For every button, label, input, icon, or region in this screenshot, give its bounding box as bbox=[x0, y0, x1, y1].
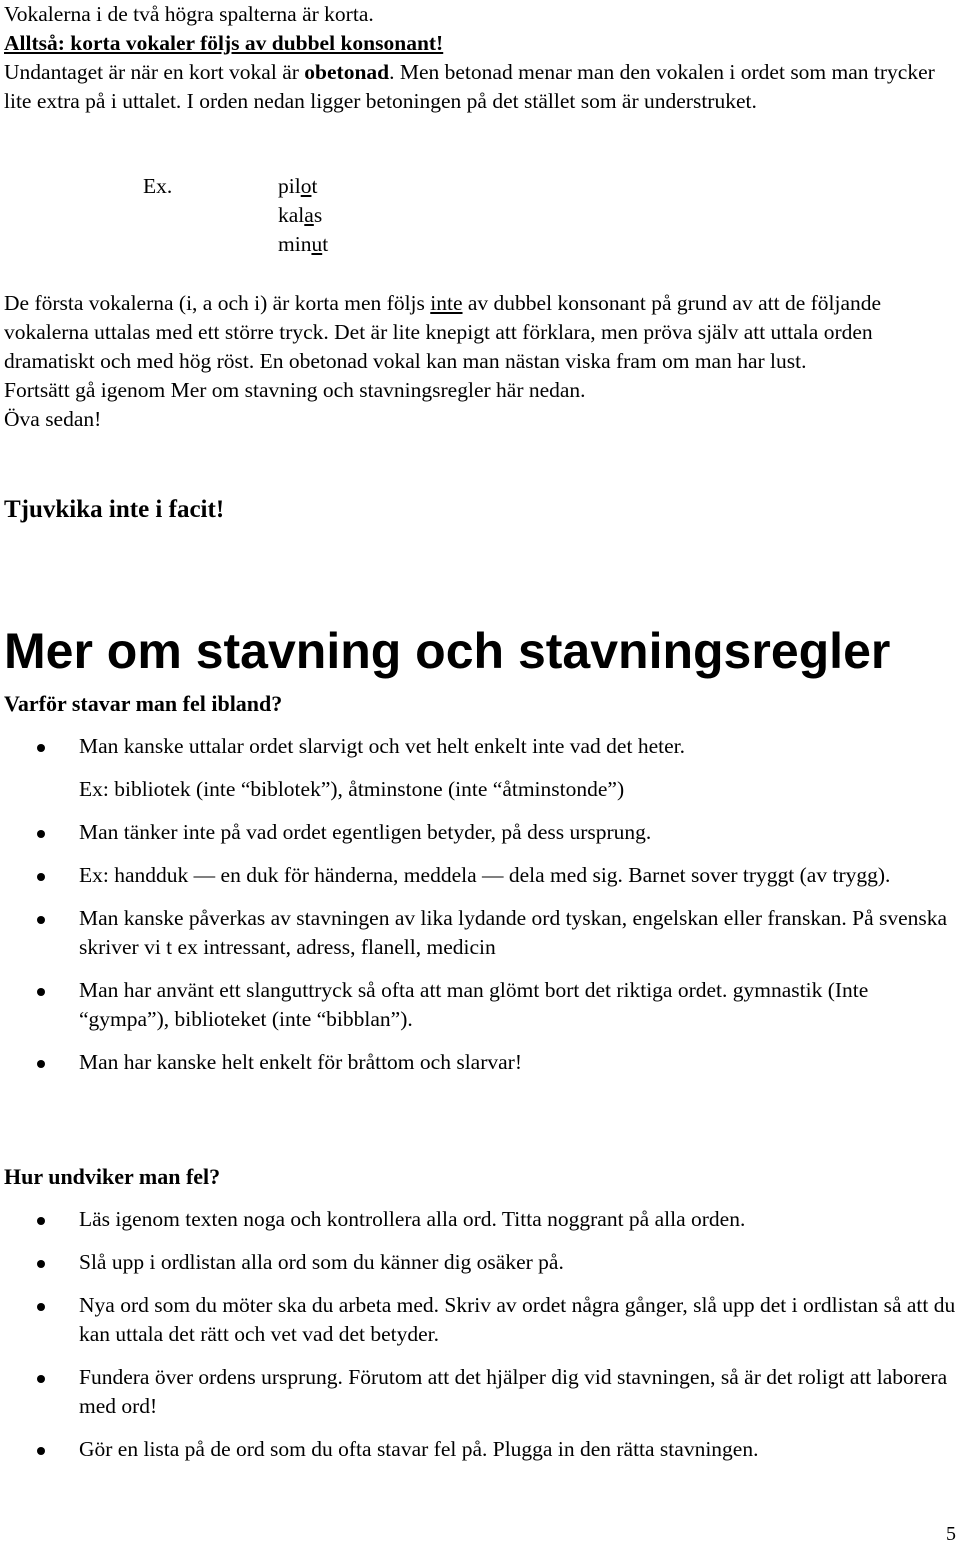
intro-line: Vokalerna i de två högra spalterna är korta. bbox=[4, 2, 374, 26]
bullet-icon bbox=[37, 744, 45, 752]
bullet-icon bbox=[37, 1260, 45, 1268]
example-word: pilot bbox=[278, 174, 318, 198]
list-item: Man kanske uttalar ordet slarvigt och vet helt enkelt inte vad det heter. bbox=[4, 732, 960, 761]
list-item: Fundera över ordens ursprung. Förutom att det hjälper dig vid stavningen, så är det roligt att laborera med ord! bbox=[4, 1363, 960, 1421]
bullet-icon bbox=[37, 873, 45, 881]
bullet-icon bbox=[37, 1375, 45, 1383]
list-item: Man tänker inte på vad ordet egentligen betyder, på dess ursprung. bbox=[4, 818, 960, 847]
example-word: minut bbox=[278, 232, 329, 256]
explanation-text: De första vokalerna (i, a och i) är korta men följs inte av dubbel konsonant på grund av att de följande vokalerna uttalas med ett större tryck. Det är lite knepigt att förklara, men pröva själv att uttala orden dramatiskt och med hög röst. En obetonad vokal kan man nästan viska fram om man har lust. bbox=[4, 291, 882, 373]
avoid-list bbox=[4, 1205, 960, 1464]
exception-text bbox=[4, 58, 960, 116]
example-words bbox=[278, 172, 328, 259]
example-word: kalas bbox=[278, 203, 323, 227]
explanation-paragraph bbox=[4, 289, 960, 434]
underlined-word: inte bbox=[430, 291, 463, 315]
bullet-icon bbox=[37, 916, 45, 924]
section-title: Mer om stavning och stavningsregler bbox=[4, 623, 891, 679]
bullet-icon bbox=[37, 1217, 45, 1225]
exception-post: . Men betonad menar man den vokalen i ordet som man trycker lite extra på i uttalet. I orden nedan ligger betoningen på det stället som är understruket. bbox=[4, 60, 935, 113]
why-list bbox=[4, 732, 960, 1077]
page-number: 5 bbox=[946, 1523, 956, 1545]
practice-text: Öva sedan! bbox=[4, 407, 102, 431]
list-item: Läs igenom texten noga och kontrollera alla ord. Titta noggrant på alla orden. bbox=[4, 1205, 960, 1234]
exception-pre: Undantaget är när en kort vokal är bbox=[4, 60, 305, 84]
exception-bold: obetonad bbox=[304, 60, 390, 84]
list-item: Slå upp i ordlistan alla ord som du känner dig osäker på. bbox=[4, 1248, 960, 1277]
list-item: Ex: bibliotek (inte “biblotek”), åtminstone (inte “åtminstonde”) bbox=[79, 777, 625, 801]
list-item: Man kanske påverkas av stavningen av lika lydande ord tyskan, engelskan eller franskan. På svenska skriver vi t ex intressant, adress, flanell, medicin bbox=[4, 904, 960, 962]
list-item: Ex: handduk — en duk för händerna, meddela — dela med sig. Barnet sover tryggt (av trygg). bbox=[4, 861, 960, 890]
bullet-icon bbox=[37, 988, 45, 996]
list-item: Man har använt ett slanguttryck så ofta att man glömt bort det riktiga ordet. gymnastik (Inte “gympa”), biblioteket (inte “bibblan”). bbox=[4, 976, 960, 1034]
bullet-icon bbox=[37, 1447, 45, 1455]
bullet-icon bbox=[37, 1060, 45, 1068]
why-heading: Varför stavar man fel ibland? bbox=[4, 691, 283, 716]
list-item: Gör en lista på de ord som du ofta stavar fel på. Plugga in den rätta stavningen. bbox=[4, 1435, 960, 1464]
avoid-heading: Hur undviker man fel? bbox=[4, 1164, 221, 1189]
continue-text: Fortsätt gå igenom Mer om stavning och stavningsregler här nedan. bbox=[4, 378, 586, 402]
example-label: Ex. bbox=[143, 174, 173, 198]
bullet-icon bbox=[37, 1303, 45, 1311]
list-item: Man har kanske helt enkelt för bråttom och slarvar! bbox=[4, 1048, 960, 1077]
warning-heading: Tjuvkika inte i facit! bbox=[4, 496, 225, 523]
list-item: Nya ord som du möter ska du arbeta med. Skriv av ordet några gånger, slå upp det i ordlistan så att du kan uttala det rätt och vet vad det betyder. bbox=[4, 1291, 960, 1349]
intro-paragraph bbox=[4, 0, 960, 116]
rule-line: Alltså: korta vokaler följs av dubbel konsonant! bbox=[4, 31, 444, 55]
bullet-icon bbox=[37, 830, 45, 838]
